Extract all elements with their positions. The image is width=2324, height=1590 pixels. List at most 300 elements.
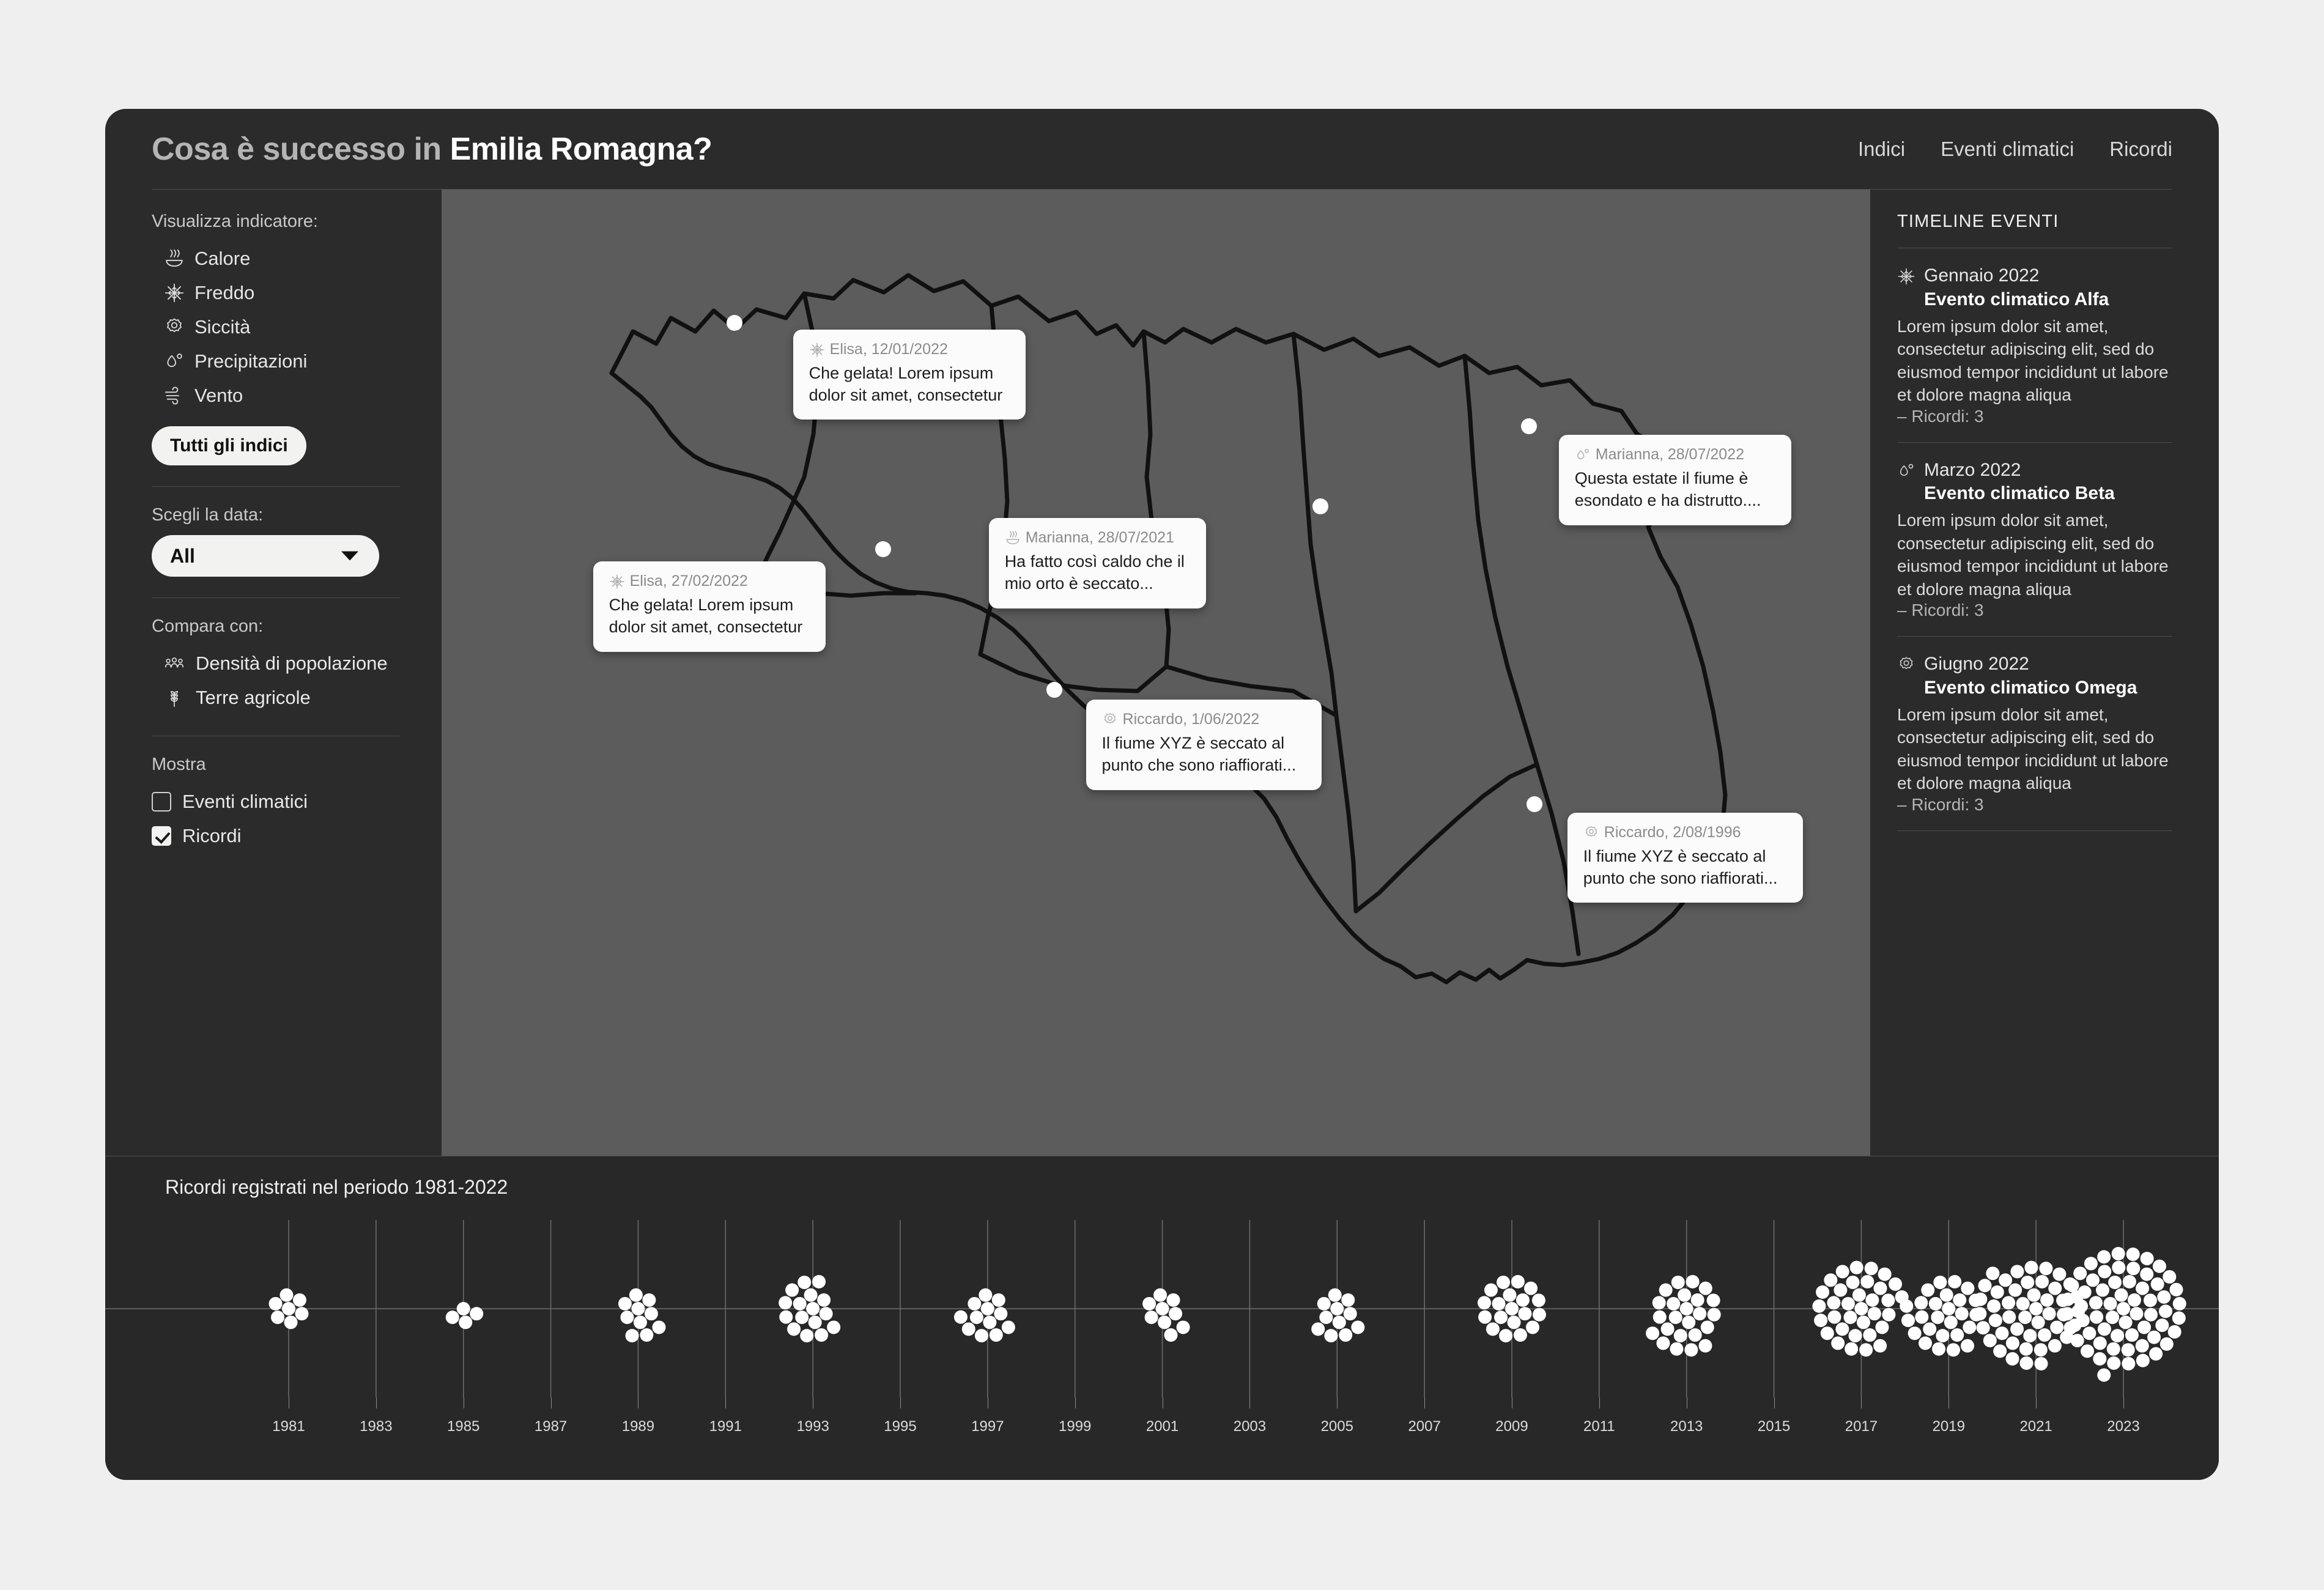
timeline-event[interactable]	[1897, 264, 2172, 426]
tooltip-meta	[1005, 529, 1190, 547]
checkbox-row-ricordi[interactable]	[152, 819, 405, 853]
map-tooltip[interactable]	[1559, 435, 1791, 525]
memory-dot	[2169, 1283, 2183, 1296]
x-tick-label: 2015	[1757, 1418, 1791, 1435]
sidebar-divider-1	[152, 486, 400, 487]
memory-dot	[1701, 1320, 1714, 1334]
x-tick	[2036, 1397, 2037, 1408]
tooltip-text: Il fiume XYZ è seccato al punto che sono riaffiorati...	[1583, 847, 1778, 888]
map-tooltip[interactable]	[1086, 700, 1322, 789]
tooltip-author-date: Marianna, 28/07/2022	[1595, 446, 1744, 464]
x-tick-label: 2013	[1670, 1418, 1703, 1435]
memory-dot	[1511, 1275, 1525, 1289]
memory-dot	[1516, 1293, 1530, 1307]
raindrop-icon	[1575, 447, 1591, 463]
memory-dot	[2089, 1296, 2103, 1309]
page-title-region: Emilia Romagna?	[450, 131, 712, 167]
compare-label: Densità di popolazione	[196, 653, 388, 674]
map-tooltip[interactable]	[1567, 813, 1803, 903]
memory-dot	[2060, 1307, 2074, 1320]
tooltip-text: Ha fatto così caldo che il mio orto è seccato...	[1004, 552, 1185, 593]
timeline-event-memories: – Ricordi: 3	[1897, 794, 1984, 814]
memory-dot	[1843, 1311, 1857, 1324]
memory-dot	[970, 1311, 983, 1324]
memory-dot	[1991, 1285, 2004, 1299]
memory-dot	[626, 1329, 639, 1342]
memory-dot	[457, 1302, 470, 1315]
memory-dot	[1996, 1326, 2009, 1340]
memory-dot	[2137, 1320, 2151, 1334]
memory-dot	[2039, 1262, 2052, 1275]
memory-dot	[1986, 1266, 1999, 1280]
nav-link-indici[interactable]: Indici	[1858, 138, 1906, 160]
x-tick-label: 1991	[709, 1418, 742, 1435]
x-tick-label: 2017	[1845, 1418, 1878, 1435]
memory-dot	[1878, 1268, 1892, 1281]
memory-dot	[1678, 1289, 1691, 1302]
memory-dot	[1857, 1315, 1870, 1329]
raindrop-icon	[164, 351, 185, 372]
memory-dot	[2027, 1289, 2041, 1302]
memory-dot	[2108, 1276, 2122, 1289]
map-canvas[interactable]	[442, 190, 1870, 1156]
memory-dot	[1671, 1276, 1685, 1289]
memory-dot	[2050, 1320, 2063, 1334]
memory-dot	[2112, 1247, 2125, 1260]
memory-dot	[1860, 1275, 1874, 1289]
memory-dot	[2082, 1326, 2096, 1340]
memory-dot	[779, 1311, 793, 1324]
memory-dot	[634, 1315, 647, 1329]
sun-icon	[1583, 825, 1599, 841]
main-nav	[1858, 138, 2172, 161]
memory-dot	[2106, 1311, 2119, 1324]
x-tick-label: 1985	[447, 1418, 480, 1435]
memory-dot	[1942, 1302, 1955, 1315]
memory-dot	[1486, 1322, 1500, 1336]
memory-dot	[2151, 1278, 2164, 1291]
memory-dot	[2104, 1297, 2117, 1311]
memory-dot	[1846, 1276, 1859, 1289]
memory-dot	[2126, 1248, 2140, 1261]
memory-dot	[2130, 1307, 2143, 1320]
memory-dot	[284, 1315, 298, 1329]
memory-dot	[2140, 1268, 2153, 1281]
memory-dot	[2160, 1337, 2174, 1351]
memory-dot	[1526, 1320, 1539, 1334]
memory-dot	[795, 1311, 809, 1324]
app-header	[105, 109, 2219, 190]
memory-dot	[2078, 1285, 2092, 1299]
memory-dot	[1977, 1321, 1990, 1334]
memory-dot	[1824, 1273, 1837, 1287]
indicator-label: Siccità	[194, 316, 251, 338]
memory-dot	[1167, 1293, 1180, 1307]
memory-dot	[815, 1328, 828, 1342]
timeline-rule	[1897, 830, 2172, 831]
memory-dot	[620, 1311, 634, 1324]
memory-dot	[1317, 1297, 1331, 1311]
x-tick	[1948, 1397, 1949, 1408]
compare-item-densita-popolazione[interactable]	[152, 646, 405, 681]
memory-dot	[817, 1293, 831, 1307]
memory-dot	[1708, 1308, 1721, 1322]
memory-dot	[1940, 1289, 1953, 1302]
memory-dot	[2052, 1268, 2066, 1281]
people-icon	[164, 653, 185, 674]
memory-dot	[1831, 1336, 1845, 1350]
indicator-section-label: Visualizza indicatore:	[152, 212, 318, 231]
memory-dot	[1932, 1342, 1945, 1356]
map-pin[interactable]	[875, 541, 891, 557]
memory-dot	[1344, 1307, 1357, 1320]
memory-dot	[1478, 1311, 1492, 1324]
memory-dot	[1330, 1302, 1344, 1315]
date-select-wrapper	[152, 535, 379, 577]
x-tick	[551, 1397, 552, 1408]
memory-dot	[1947, 1343, 1960, 1356]
memory-dot	[652, 1320, 665, 1334]
memory-dot	[1351, 1320, 1364, 1334]
sun-icon	[164, 317, 185, 338]
memory-dot	[1948, 1275, 1961, 1289]
memory-dot	[2034, 1343, 2048, 1356]
indicator-item-freddo[interactable]	[152, 276, 405, 310]
memory-dot	[1503, 1289, 1516, 1302]
memory-dot	[1505, 1302, 1519, 1315]
x-tick-label: 2003	[1233, 1418, 1267, 1435]
memory-dot	[1850, 1261, 1863, 1274]
memory-dot	[1900, 1300, 1913, 1313]
memory-dot	[269, 1297, 283, 1311]
timeline-event[interactable]	[1897, 459, 2172, 621]
memory-dot	[1953, 1293, 1966, 1307]
memory-dot	[279, 1289, 293, 1302]
compare-section-label: Compara con:	[152, 616, 264, 636]
memory-dot	[2117, 1302, 2130, 1315]
x-tick	[1599, 1397, 1600, 1408]
memory-dot	[2159, 1304, 2172, 1318]
memory-dot	[2163, 1270, 2176, 1284]
memory-dot	[1931, 1311, 1944, 1324]
x-tick-label: 1987	[534, 1418, 568, 1435]
memory-dot	[645, 1307, 658, 1320]
x-tick-label: 2019	[1932, 1418, 1965, 1435]
checkbox-ricordi[interactable]	[152, 826, 171, 846]
emilia-romagna-map	[442, 190, 1870, 1156]
x-tick-label: 1981	[272, 1418, 305, 1435]
timeline-event-header	[1897, 459, 2172, 506]
memory-dot	[1889, 1278, 1902, 1291]
timeline-rule	[1897, 636, 2172, 637]
memory-dot	[968, 1297, 981, 1311]
memory-dot	[2071, 1334, 2084, 1347]
memory-dot	[1707, 1293, 1720, 1307]
x-tick	[1774, 1397, 1775, 1408]
map-pin[interactable]	[727, 315, 742, 331]
memory-dot	[1950, 1328, 1964, 1342]
memory-dot	[2048, 1339, 2062, 1353]
tooltip-author-date: Riccardo, 1/06/2022	[1122, 711, 1260, 728]
memory-dot	[2136, 1282, 2149, 1295]
memory-dot	[1919, 1336, 1932, 1350]
memory-dot	[1674, 1329, 1687, 1342]
memory-dot	[618, 1297, 632, 1311]
timeline-event-header	[1897, 264, 2172, 311]
map-tooltip[interactable]	[989, 518, 1206, 608]
memory-dot	[1901, 1314, 1915, 1327]
memory-dot	[1667, 1297, 1680, 1311]
memory-dot	[631, 1302, 645, 1315]
timeline-event[interactable]	[1897, 653, 2172, 815]
memory-dot	[1936, 1329, 1949, 1342]
memory-dot	[1973, 1307, 1986, 1320]
memory-dot	[1961, 1282, 1974, 1295]
map-tooltip[interactable]	[793, 330, 1026, 420]
memory-dot	[1989, 1314, 2002, 1327]
compare-item-terre-agricole[interactable]	[152, 681, 405, 715]
memory-dot	[629, 1289, 643, 1302]
memory-dot	[1158, 1315, 1171, 1329]
memory-dot	[2144, 1293, 2157, 1307]
memories-chart	[105, 1156, 2219, 1480]
memory-dot	[2168, 1325, 2182, 1339]
memory-dot	[1834, 1284, 1847, 1297]
heat-icon	[1005, 530, 1021, 546]
memory-dot	[2064, 1321, 2078, 1334]
timeline-event-description: Lorem ipsum dolor sit amet, consectetur adipiscing elit, sed do eiusmod tempor incididunt ut labore et dolore magna aliqua	[1897, 511, 2169, 599]
nav-link-eventi-climatici[interactable]: Eventi climatici	[1941, 138, 2074, 160]
memory-dot	[1497, 1276, 1510, 1289]
memory-dot	[2024, 1261, 2038, 1274]
x-tick	[2123, 1397, 2124, 1408]
memory-dot	[2065, 1279, 2079, 1292]
memory-dot	[1002, 1320, 1015, 1334]
memory-dot	[1852, 1289, 1866, 1302]
memory-dot	[2035, 1275, 2049, 1289]
memory-dot	[979, 1289, 992, 1302]
x-tick	[725, 1397, 726, 1408]
memory-dot	[2114, 1289, 2128, 1302]
tooltip-text: Il fiume XYZ è seccato al punto che sono riaffiorati...	[1101, 734, 1297, 775]
x-tick	[1861, 1397, 1862, 1408]
memory-dot	[1873, 1282, 1887, 1295]
memory-dot	[981, 1302, 994, 1315]
memory-dot	[2126, 1262, 2140, 1275]
memory-dot	[2019, 1342, 2033, 1356]
main-body	[105, 190, 2219, 1156]
memory-dot	[1828, 1311, 1841, 1324]
memory-dot	[2123, 1275, 2136, 1289]
memory-dot	[1684, 1343, 1698, 1356]
memory-dot	[1508, 1315, 1521, 1329]
memory-dot	[1974, 1293, 1987, 1306]
x-tick	[1337, 1397, 1338, 1408]
x-tick	[1075, 1397, 1076, 1408]
memory-dot	[1814, 1314, 1827, 1327]
memory-dot	[1699, 1282, 1712, 1295]
memory-dot	[2136, 1339, 2149, 1353]
memory-dot	[2023, 1329, 2037, 1342]
memory-dot	[2074, 1300, 2088, 1313]
memory-dot	[2111, 1329, 2124, 1342]
chart-plot-area	[105, 1220, 2219, 1397]
memory-dot	[1653, 1311, 1667, 1324]
memory-dot	[2018, 1311, 2032, 1324]
memory-dot	[1693, 1307, 1706, 1320]
memory-dot	[1999, 1273, 2012, 1287]
memory-dot	[2098, 1322, 2111, 1336]
x-tick-label: 2005	[1320, 1418, 1353, 1435]
memory-dot	[1656, 1336, 1670, 1350]
memory-dot	[2010, 1322, 2024, 1336]
memory-dot	[2153, 1260, 2166, 1273]
memory-dot	[992, 1293, 1005, 1307]
memory-dot	[2155, 1318, 2169, 1332]
heat-icon	[164, 248, 185, 269]
x-tick-label: 1995	[884, 1418, 917, 1435]
memory-dot	[2157, 1290, 2170, 1304]
x-tick-label: 2007	[1408, 1418, 1441, 1435]
memory-dot	[1873, 1339, 1887, 1353]
memory-dot	[1963, 1320, 1976, 1334]
nav-link-ricordi[interactable]: Ricordi	[2109, 138, 2172, 160]
date-section-label: Scegli la data:	[152, 505, 264, 525]
snowflake-icon	[809, 342, 825, 358]
timeline-rule	[1897, 442, 2172, 443]
map-pin[interactable]	[1521, 418, 1537, 434]
indicator-item-vento[interactable]	[152, 379, 405, 413]
memory-dot	[1845, 1342, 1858, 1356]
timeline-event-name: Evento climatico Beta	[1924, 483, 2115, 504]
memory-dot	[2081, 1344, 2094, 1358]
memory-dot	[797, 1276, 811, 1289]
memory-dot	[1882, 1308, 1895, 1322]
indicator-item-siccita[interactable]	[152, 310, 405, 344]
memory-dot	[2097, 1369, 2111, 1382]
indicator-label: Calore	[194, 248, 251, 269]
x-tick-label: 2011	[1583, 1418, 1615, 1435]
memory-dot	[1821, 1326, 1834, 1340]
memory-dot	[2048, 1282, 2062, 1295]
timeline-event-name: Evento climatico Alfa	[1924, 289, 2109, 309]
x-tick-label: 1983	[360, 1418, 393, 1435]
memory-dot	[2097, 1250, 2111, 1263]
memory-dot	[1854, 1302, 1868, 1315]
memory-dot	[954, 1311, 968, 1324]
memory-dot	[640, 1328, 653, 1342]
map-tooltip[interactable]	[593, 561, 826, 651]
memory-dot	[2029, 1302, 2043, 1315]
memory-dot	[2093, 1352, 2106, 1366]
sidebar-divider-2	[152, 597, 400, 598]
memory-dot	[1145, 1311, 1158, 1324]
memory-dot	[2172, 1311, 2186, 1325]
memory-dot	[1933, 1276, 1947, 1289]
show-section-label: Mostra	[152, 755, 206, 774]
memory-dot	[2090, 1311, 2103, 1324]
indicator-item-precipitazioni[interactable]	[152, 344, 405, 379]
timeline-event-memories: – Ricordi: 3	[1897, 601, 1984, 620]
memory-dot	[2119, 1315, 2133, 1329]
timeline-event-description: Lorem ipsum dolor sit amet, consectetur adipiscing elit, sed do eiusmod tempor incididunt ut labore et dolore magna aliqua	[1897, 316, 2169, 405]
memory-dot	[1169, 1307, 1182, 1320]
memory-dot	[809, 1315, 822, 1329]
memory-dot	[820, 1307, 833, 1320]
x-tick-label: 2001	[1145, 1418, 1179, 1435]
memory-dot	[1682, 1315, 1695, 1329]
map-pin[interactable]	[1312, 498, 1328, 514]
checkbox-row-eventi-climatici[interactable]	[152, 785, 405, 819]
date-select[interactable]	[152, 535, 379, 577]
tooltip-meta	[1575, 446, 1775, 464]
memory-dot	[1339, 1328, 1352, 1342]
tooltip-meta	[1102, 711, 1306, 728]
memory-dot	[1881, 1293, 1895, 1307]
memory-dot	[1686, 1275, 1700, 1289]
memory-dot	[1841, 1297, 1855, 1311]
app-window	[105, 109, 2219, 1480]
timeline-event-month: Giugno 2022	[1924, 654, 2029, 675]
memory-dot	[962, 1322, 975, 1336]
memory-dot	[642, 1293, 656, 1307]
x-tick-label: 1989	[621, 1418, 655, 1435]
memory-dot	[2061, 1293, 2074, 1306]
map-pin[interactable]	[1527, 796, 1542, 812]
memory-dot	[1532, 1293, 1545, 1307]
memory-dot	[804, 1289, 818, 1302]
memory-dot	[1983, 1334, 1997, 1347]
memory-dot	[293, 1293, 306, 1307]
memory-dot	[2136, 1354, 2150, 1367]
page-title-prefix: Cosa è successo in	[152, 131, 450, 167]
memory-dot	[1680, 1302, 1693, 1315]
snowflake-icon	[609, 574, 625, 590]
memory-dot	[2112, 1261, 2125, 1274]
memory-dot	[2147, 1331, 2161, 1344]
timeline-event-month: Marzo 2022	[1924, 459, 2021, 480]
checkbox-eventi-climatici[interactable]	[152, 792, 171, 812]
all-indices-button[interactable]: Tutti gli indici	[152, 426, 306, 465]
memory-dot	[2002, 1311, 2016, 1324]
x-tick-label: 1999	[1059, 1418, 1092, 1435]
timeline-event-description: Lorem ipsum dolor sit amet, consectetur adipiscing elit, sed do eiusmod tempor incididunt ut labore et dolore magna aliqua	[1897, 704, 2169, 793]
wheat-icon	[164, 687, 185, 708]
indicator-label: Precipitazioni	[194, 350, 308, 372]
memory-dot	[2107, 1356, 2120, 1370]
map-pin[interactable]	[1046, 682, 1062, 698]
checkbox-label: Ricordi	[182, 825, 242, 846]
indicator-item-calore[interactable]	[152, 242, 405, 276]
memory-dot	[2019, 1356, 2033, 1370]
memory-dot	[2034, 1357, 2048, 1370]
memory-dot	[1915, 1311, 1928, 1324]
memory-dot	[2005, 1352, 2019, 1366]
memory-dot	[1921, 1284, 1934, 1297]
memory-dot	[1955, 1307, 1969, 1320]
x-tick	[1249, 1397, 1250, 1408]
memory-dot	[2107, 1342, 2120, 1356]
memory-dot	[1514, 1328, 1527, 1342]
tooltip-author-date: Marianna, 28/07/2021	[1025, 529, 1174, 547]
memory-dot	[1816, 1285, 1829, 1299]
tooltip-meta	[809, 341, 1010, 358]
memory-dot	[1153, 1289, 1167, 1302]
memory-dot	[2002, 1296, 2015, 1309]
memory-dot	[812, 1275, 826, 1289]
memory-dot	[1914, 1296, 1928, 1309]
memory-dot	[1328, 1289, 1342, 1302]
